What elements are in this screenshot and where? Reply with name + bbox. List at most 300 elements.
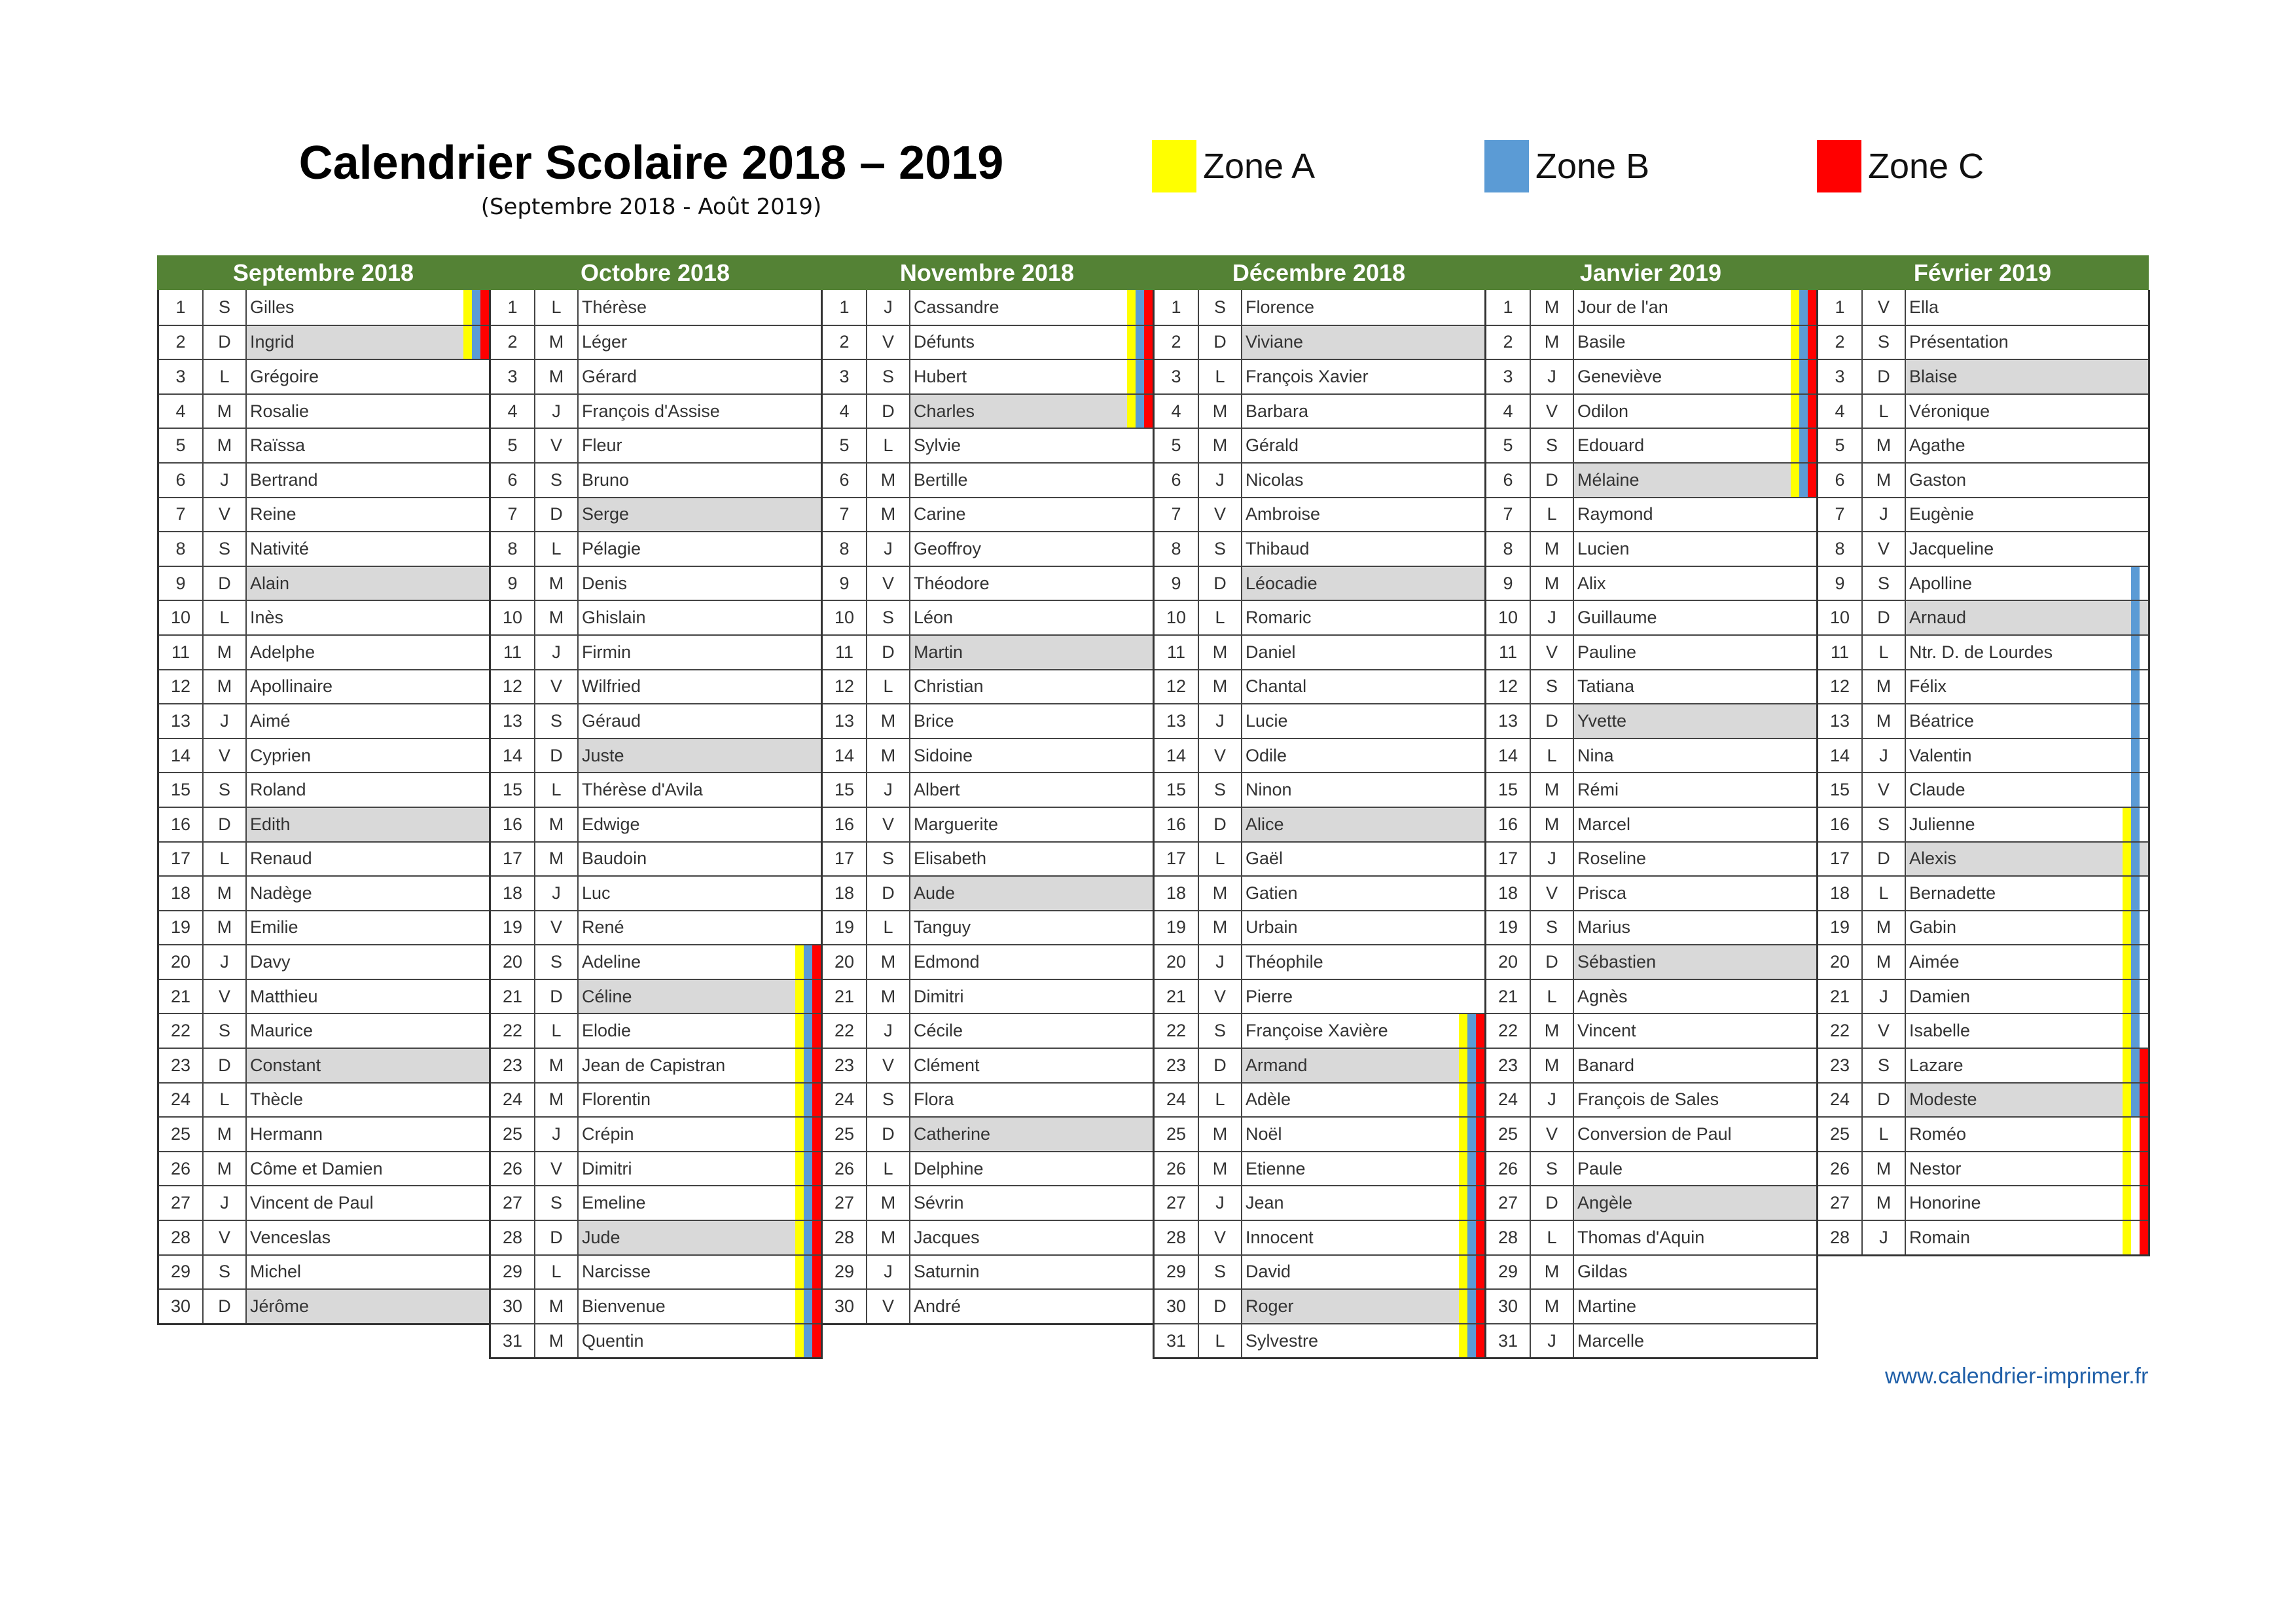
- day-number: 7: [491, 498, 535, 532]
- day-row: [1818, 841, 2148, 876]
- day-of-week: S: [535, 704, 579, 738]
- day-row: [823, 841, 1153, 876]
- day-number: 26: [159, 1152, 204, 1186]
- day-number: 20: [1155, 945, 1199, 979]
- holiday-zone-bars: [1459, 1256, 1484, 1289]
- day-number: 20: [1486, 945, 1531, 979]
- holiday-bar-zone-c: [2140, 1084, 2148, 1117]
- day-number: 8: [159, 532, 204, 566]
- day-number: 18: [491, 877, 535, 910]
- day-number: 9: [1818, 567, 1863, 600]
- day-of-week: M: [867, 739, 910, 773]
- day-number: 6: [1155, 464, 1199, 497]
- day-number: 3: [1155, 360, 1199, 393]
- saint-name: Gabin: [1909, 917, 1957, 938]
- holiday-bar-zone-c: [1144, 326, 1153, 359]
- day-row: [1155, 841, 1484, 876]
- day-row: [823, 1048, 1153, 1082]
- saint-name: Edmond: [914, 952, 980, 972]
- day-of-week: M: [1531, 808, 1574, 841]
- day-number: 8: [1486, 532, 1531, 566]
- day-of-week: S: [1199, 773, 1242, 807]
- day-number: 8: [1818, 532, 1863, 566]
- holiday-bar-zone-b: [1136, 360, 1144, 393]
- day-row: [823, 428, 1153, 462]
- day-number: 17: [1486, 843, 1531, 876]
- day-row: [1155, 634, 1484, 669]
- saint-name: Juste: [579, 739, 821, 773]
- day-number: 5: [159, 429, 204, 462]
- day-of-week: M: [1531, 773, 1574, 807]
- day-row: [1486, 841, 1816, 876]
- holiday-zone-bars: [1459, 1084, 1484, 1117]
- saint-name: Martin: [910, 636, 1153, 669]
- day-of-week: V: [1863, 290, 1906, 325]
- day-number: 9: [159, 567, 204, 600]
- day-number: 18: [1486, 877, 1531, 910]
- day-of-week: D: [1199, 1290, 1242, 1323]
- day-row: [491, 1254, 821, 1289]
- saint-name: Françoise Xavière: [1246, 1021, 1388, 1041]
- holiday-bar-zone-b: [804, 1186, 812, 1220]
- month-days: [1153, 290, 1486, 1359]
- day-row: [1155, 1185, 1484, 1220]
- day-of-week: M: [867, 980, 910, 1013]
- saint-name: Nicolas: [1246, 469, 1304, 490]
- day-of-week: M: [1199, 670, 1242, 704]
- day-of-week: S: [867, 1084, 910, 1117]
- holiday-bar-zone-c: [2140, 1014, 2148, 1048]
- holiday-bar-zone-a: [1127, 395, 1136, 428]
- saint-name: Honorine: [1909, 1193, 1981, 1213]
- holiday-bar-zone-a: [2123, 1221, 2131, 1254]
- holiday-bar-zone-b: [804, 945, 812, 979]
- day-of-week: D: [535, 980, 579, 1013]
- day-row: [491, 325, 821, 359]
- day-of-week: M: [1863, 429, 1906, 462]
- day-number: 28: [159, 1221, 204, 1254]
- saint-name: Marius: [1577, 917, 1631, 938]
- day-row: [159, 566, 489, 600]
- holiday-bar-zone-b: [1799, 360, 1808, 393]
- holiday-bar-zone-b: [2131, 843, 2140, 876]
- holiday-bar-zone-c: [2140, 1221, 2148, 1254]
- holiday-zone-bars: [2123, 670, 2148, 704]
- saint-name: Denis: [582, 573, 628, 593]
- saint-name: Dimitri: [582, 1158, 632, 1178]
- saint-name: Roseline: [1577, 848, 1647, 869]
- holiday-zone-bars: [795, 1290, 821, 1323]
- day-row: [491, 669, 821, 704]
- saint-name: Béatrice: [1909, 710, 1975, 731]
- saint-name: Marcelle: [1577, 1330, 1645, 1351]
- saint-name: Gilles: [250, 297, 295, 317]
- holiday-bar-zone-a: [2123, 670, 2131, 704]
- holiday-bar-zone-c: [812, 1084, 821, 1117]
- saint-name: Mélaine: [1574, 464, 1816, 497]
- holiday-bar-zone-a: [2123, 1118, 2131, 1151]
- day-of-week: J: [1199, 945, 1242, 979]
- holiday-bar-zone-c: [2140, 1049, 2148, 1082]
- day-of-week: D: [204, 808, 247, 841]
- holiday-bar-zone-a: [1459, 1256, 1467, 1289]
- day-of-week: M: [535, 360, 579, 393]
- day-number: 10: [1486, 601, 1531, 634]
- day-number: 29: [1486, 1256, 1531, 1289]
- day-number: 22: [823, 1014, 867, 1048]
- day-number: 4: [159, 395, 204, 428]
- day-of-week: J: [1863, 498, 1906, 532]
- saint-name: Edouard: [1577, 435, 1645, 456]
- saint-name: Constant: [247, 1049, 489, 1082]
- day-of-week: M: [204, 1118, 247, 1151]
- day-of-week: J: [204, 945, 247, 979]
- holiday-bar-zone-c: [1144, 395, 1153, 428]
- day-of-week: V: [535, 670, 579, 704]
- holiday-bar-zone-c: [2140, 980, 2148, 1013]
- saint-name: Lazare: [1909, 1055, 1964, 1075]
- day-number: 12: [159, 670, 204, 704]
- saint-name: Aude: [910, 877, 1153, 910]
- holiday-bar-zone-c: [2140, 567, 2148, 600]
- saint-name: Vincent de Paul: [250, 1193, 374, 1213]
- day-of-week: D: [1199, 1049, 1242, 1082]
- day-number: 21: [1486, 980, 1531, 1013]
- holiday-bar-zone-a: [1791, 290, 1799, 325]
- day-of-week: J: [1199, 704, 1242, 738]
- holiday-bar-zone-b: [1467, 1324, 1476, 1358]
- day-number: 17: [159, 843, 204, 876]
- day-row: [1486, 1220, 1816, 1254]
- day-of-week: M: [1863, 1186, 1906, 1220]
- day-of-week: M: [535, 1324, 579, 1358]
- holiday-zone-bars: [795, 1049, 821, 1082]
- day-number: 12: [823, 670, 867, 704]
- holiday-bar-zone-c: [1808, 429, 1816, 462]
- saint-name: Présentation: [1909, 332, 2009, 352]
- day-row: [1486, 875, 1816, 910]
- day-row: [823, 875, 1153, 910]
- day-row: [1818, 1220, 2148, 1254]
- holiday-bar-zone-b: [1467, 1186, 1476, 1220]
- day-number: 17: [1155, 843, 1199, 876]
- day-of-week: V: [535, 429, 579, 462]
- saint-name: Angèle: [1574, 1186, 1816, 1220]
- day-of-week: V: [1531, 636, 1574, 669]
- day-row: [823, 772, 1153, 807]
- holiday-zone-bars: [2123, 980, 2148, 1013]
- day-number: 23: [491, 1049, 535, 1082]
- saint-name: Jérôme: [247, 1290, 489, 1323]
- day-number: 5: [491, 429, 535, 462]
- day-row: [159, 772, 489, 807]
- day-number: 29: [159, 1256, 204, 1289]
- day-number: 13: [1486, 704, 1531, 738]
- day-number: 3: [1818, 360, 1863, 393]
- day-row: [159, 807, 489, 841]
- holiday-bar-zone-b: [1467, 1014, 1476, 1048]
- holiday-bar-zone-a: [1791, 360, 1799, 393]
- holiday-bar-zone-a: [2123, 773, 2131, 807]
- day-number: 15: [1155, 773, 1199, 807]
- day-of-week: M: [535, 326, 579, 359]
- holiday-bar-zone-a: [463, 326, 472, 359]
- day-number: 15: [159, 773, 204, 807]
- day-of-week: M: [1863, 670, 1906, 704]
- legend-swatch-zone-c: [1817, 140, 1861, 192]
- day-row: [491, 1323, 821, 1358]
- day-row: [1486, 1151, 1816, 1186]
- day-number: 7: [159, 498, 204, 532]
- saint-name: Saturnin: [914, 1262, 980, 1282]
- day-row: [1818, 428, 2148, 462]
- day-number: 5: [1155, 429, 1199, 462]
- day-number: 19: [1155, 911, 1199, 945]
- holiday-bar-zone-c: [2140, 636, 2148, 669]
- day-row: [1155, 1082, 1484, 1117]
- day-of-week: J: [867, 773, 910, 807]
- day-of-week: D: [535, 1221, 579, 1254]
- saint-name: Ghislain: [582, 608, 646, 628]
- day-of-week: M: [1863, 704, 1906, 738]
- day-number: 1: [491, 290, 535, 325]
- day-number: 25: [491, 1118, 535, 1151]
- day-number: 9: [491, 567, 535, 600]
- day-number: 13: [823, 704, 867, 738]
- day-of-week: M: [535, 567, 579, 600]
- day-number: 11: [491, 636, 535, 669]
- day-number: 30: [823, 1290, 867, 1323]
- day-row: [159, 531, 489, 566]
- day-of-week: S: [204, 773, 247, 807]
- saint-name: Jean de Capistran: [582, 1055, 726, 1075]
- day-of-week: D: [1863, 601, 1906, 634]
- holiday-zone-bars: [1459, 1049, 1484, 1082]
- day-of-week: M: [204, 670, 247, 704]
- saint-name: Géraud: [582, 710, 641, 731]
- saint-name: Barbara: [1246, 401, 1309, 421]
- saint-name: Serge: [579, 498, 821, 532]
- day-of-week: V: [1863, 773, 1906, 807]
- holiday-bar-zone-c: [1808, 290, 1816, 325]
- holiday-bar-zone-a: [2123, 636, 2131, 669]
- day-of-week: V: [867, 1049, 910, 1082]
- holiday-zone-bars: [2123, 773, 2148, 807]
- day-number: 10: [159, 601, 204, 634]
- website-link[interactable]: www.calendrier-imprimer.fr: [1885, 1364, 2149, 1389]
- saint-name: André: [914, 1296, 961, 1317]
- day-of-week: L: [1531, 498, 1574, 532]
- holiday-bar-zone-b: [472, 326, 480, 359]
- day-of-week: J: [867, 290, 910, 325]
- day-of-week: M: [535, 1290, 579, 1323]
- holiday-zone-bars: [2123, 911, 2148, 945]
- day-number: 19: [159, 911, 204, 945]
- day-number: 22: [1486, 1014, 1531, 1048]
- day-row: [1486, 738, 1816, 773]
- day-row: [159, 1082, 489, 1117]
- day-of-week: J: [1531, 601, 1574, 634]
- day-of-week: M: [867, 498, 910, 532]
- day-of-week: L: [535, 290, 579, 325]
- month-header: Octobre 2018: [489, 255, 823, 290]
- holiday-bar-zone-b: [1467, 1221, 1476, 1254]
- month-days: [1484, 290, 1818, 1359]
- holiday-bar-zone-c: [812, 1186, 821, 1220]
- day-row: [823, 910, 1153, 945]
- day-number: 16: [1155, 808, 1199, 841]
- day-row: [823, 393, 1153, 428]
- day-row: [1155, 910, 1484, 945]
- holiday-bar-zone-c: [812, 1014, 821, 1048]
- saint-name: Inès: [250, 608, 284, 628]
- day-number: 5: [1818, 429, 1863, 462]
- day-row: [1818, 875, 2148, 910]
- holiday-zone-bars: [2123, 808, 2148, 841]
- day-row: [1818, 1048, 2148, 1082]
- day-number: 30: [1486, 1290, 1531, 1323]
- saint-name: Hermann: [250, 1124, 323, 1144]
- holiday-zone-bars: [795, 1084, 821, 1117]
- day-of-week: V: [1199, 739, 1242, 773]
- saint-name: Cécile: [914, 1021, 963, 1041]
- day-of-week: M: [1199, 1152, 1242, 1186]
- saint-name: Lucie: [1246, 710, 1288, 731]
- day-number: 16: [159, 808, 204, 841]
- day-of-week: V: [204, 498, 247, 532]
- day-number: 21: [491, 980, 535, 1013]
- holiday-bar-zone-b: [1799, 290, 1808, 325]
- saint-name: Reine: [250, 504, 296, 524]
- day-row: [823, 290, 1153, 325]
- saint-name: Nina: [1577, 745, 1614, 765]
- holiday-bar-zone-b: [1467, 1118, 1476, 1151]
- day-of-week: M: [1199, 1118, 1242, 1151]
- day-number: 7: [1486, 498, 1531, 532]
- saint-name: Alice: [1242, 808, 1484, 841]
- holiday-bar-zone-b: [1467, 1256, 1476, 1289]
- saint-name: Dimitri: [914, 986, 964, 1006]
- day-number: 11: [159, 636, 204, 669]
- day-number: 1: [159, 290, 204, 325]
- day-row: [1486, 1013, 1816, 1048]
- holiday-bar-zone-a: [1459, 1290, 1467, 1323]
- day-of-week: V: [1531, 395, 1574, 428]
- saint-name: Jour de l'an: [1577, 297, 1668, 317]
- day-row: [1818, 1013, 2148, 1048]
- day-of-week: J: [1863, 1221, 1906, 1254]
- saint-name: Adèle: [1246, 1089, 1291, 1110]
- saint-name: Albert: [914, 780, 960, 800]
- saint-name: Yvette: [1574, 704, 1816, 738]
- holiday-bar-zone-c: [812, 1152, 821, 1186]
- saint-name: Conversion de Paul: [1577, 1124, 1732, 1144]
- month-column: [1816, 255, 2150, 1256]
- day-of-week: M: [1531, 326, 1574, 359]
- day-row: [491, 497, 821, 532]
- day-of-week: V: [535, 1152, 579, 1186]
- day-of-week: M: [1531, 1049, 1574, 1082]
- saint-name: Ntr. D. de Lourdes: [1909, 642, 2053, 662]
- holiday-bar-zone-a: [2123, 1186, 2131, 1220]
- day-of-week: V: [1199, 1221, 1242, 1254]
- day-row: [1486, 1288, 1816, 1323]
- saint-name: Fleur: [582, 435, 622, 456]
- day-of-week: M: [1531, 567, 1574, 600]
- saint-name: Gatien: [1246, 883, 1298, 903]
- day-number: 14: [823, 739, 867, 773]
- holiday-bar-zone-a: [1127, 360, 1136, 393]
- holiday-zone-bars: [795, 1221, 821, 1254]
- day-number: 2: [1818, 326, 1863, 359]
- day-row: [1486, 1254, 1816, 1289]
- day-row: [159, 738, 489, 773]
- day-of-week: D: [1531, 464, 1574, 497]
- day-row: [1155, 531, 1484, 566]
- day-of-week: M: [1199, 395, 1242, 428]
- saint-name: Gildas: [1577, 1262, 1628, 1282]
- day-row: [491, 1185, 821, 1220]
- saint-name: Charles: [910, 395, 1153, 428]
- day-number: 6: [1486, 464, 1531, 497]
- day-of-week: D: [1531, 1186, 1574, 1220]
- holiday-zone-bars: [2123, 1084, 2148, 1117]
- saint-name: René: [582, 917, 624, 938]
- saint-name: Gaël: [1246, 848, 1283, 869]
- day-number: 16: [1818, 808, 1863, 841]
- holiday-bar-zone-c: [812, 1290, 821, 1323]
- day-row: [1818, 703, 2148, 738]
- day-row: [1155, 807, 1484, 841]
- day-of-week: D: [204, 567, 247, 600]
- day-of-week: V: [1199, 498, 1242, 532]
- day-of-week: L: [1863, 636, 1906, 669]
- day-number: 18: [159, 877, 204, 910]
- holiday-bar-zone-b: [1799, 395, 1808, 428]
- holiday-zone-bars: [2123, 877, 2148, 910]
- saint-name: Claude: [1909, 780, 1965, 800]
- saint-name: Romaric: [1246, 608, 1312, 628]
- day-of-week: J: [535, 395, 579, 428]
- day-number: 24: [1818, 1084, 1863, 1117]
- day-of-week: M: [1863, 911, 1906, 945]
- day-number: 20: [823, 945, 867, 979]
- day-number: 27: [1155, 1186, 1199, 1220]
- day-number: 15: [491, 773, 535, 807]
- day-row: [159, 359, 489, 393]
- saint-name: Banard: [1577, 1055, 1635, 1075]
- day-row: [159, 600, 489, 634]
- day-number: 3: [1486, 360, 1531, 393]
- day-row: [159, 1185, 489, 1220]
- holiday-bar-zone-a: [2123, 739, 2131, 773]
- day-row: [1486, 703, 1816, 738]
- holiday-zone-bars: [2123, 945, 2148, 979]
- saint-name: Baudoin: [582, 848, 647, 869]
- holiday-bar-zone-a: [2123, 567, 2131, 600]
- day-of-week: S: [1863, 1049, 1906, 1082]
- day-of-week: D: [867, 1118, 910, 1151]
- holiday-zone-bars: [2123, 843, 2148, 876]
- day-of-week: J: [1531, 1084, 1574, 1117]
- saint-name: Geneviève: [1577, 366, 1662, 386]
- holiday-bar-zone-b: [2131, 1186, 2140, 1220]
- day-row: [159, 290, 489, 325]
- saint-name: Cyprien: [250, 745, 312, 765]
- saint-name: Bertille: [914, 469, 968, 490]
- saint-name: Edith: [247, 808, 489, 841]
- day-of-week: M: [1531, 1256, 1574, 1289]
